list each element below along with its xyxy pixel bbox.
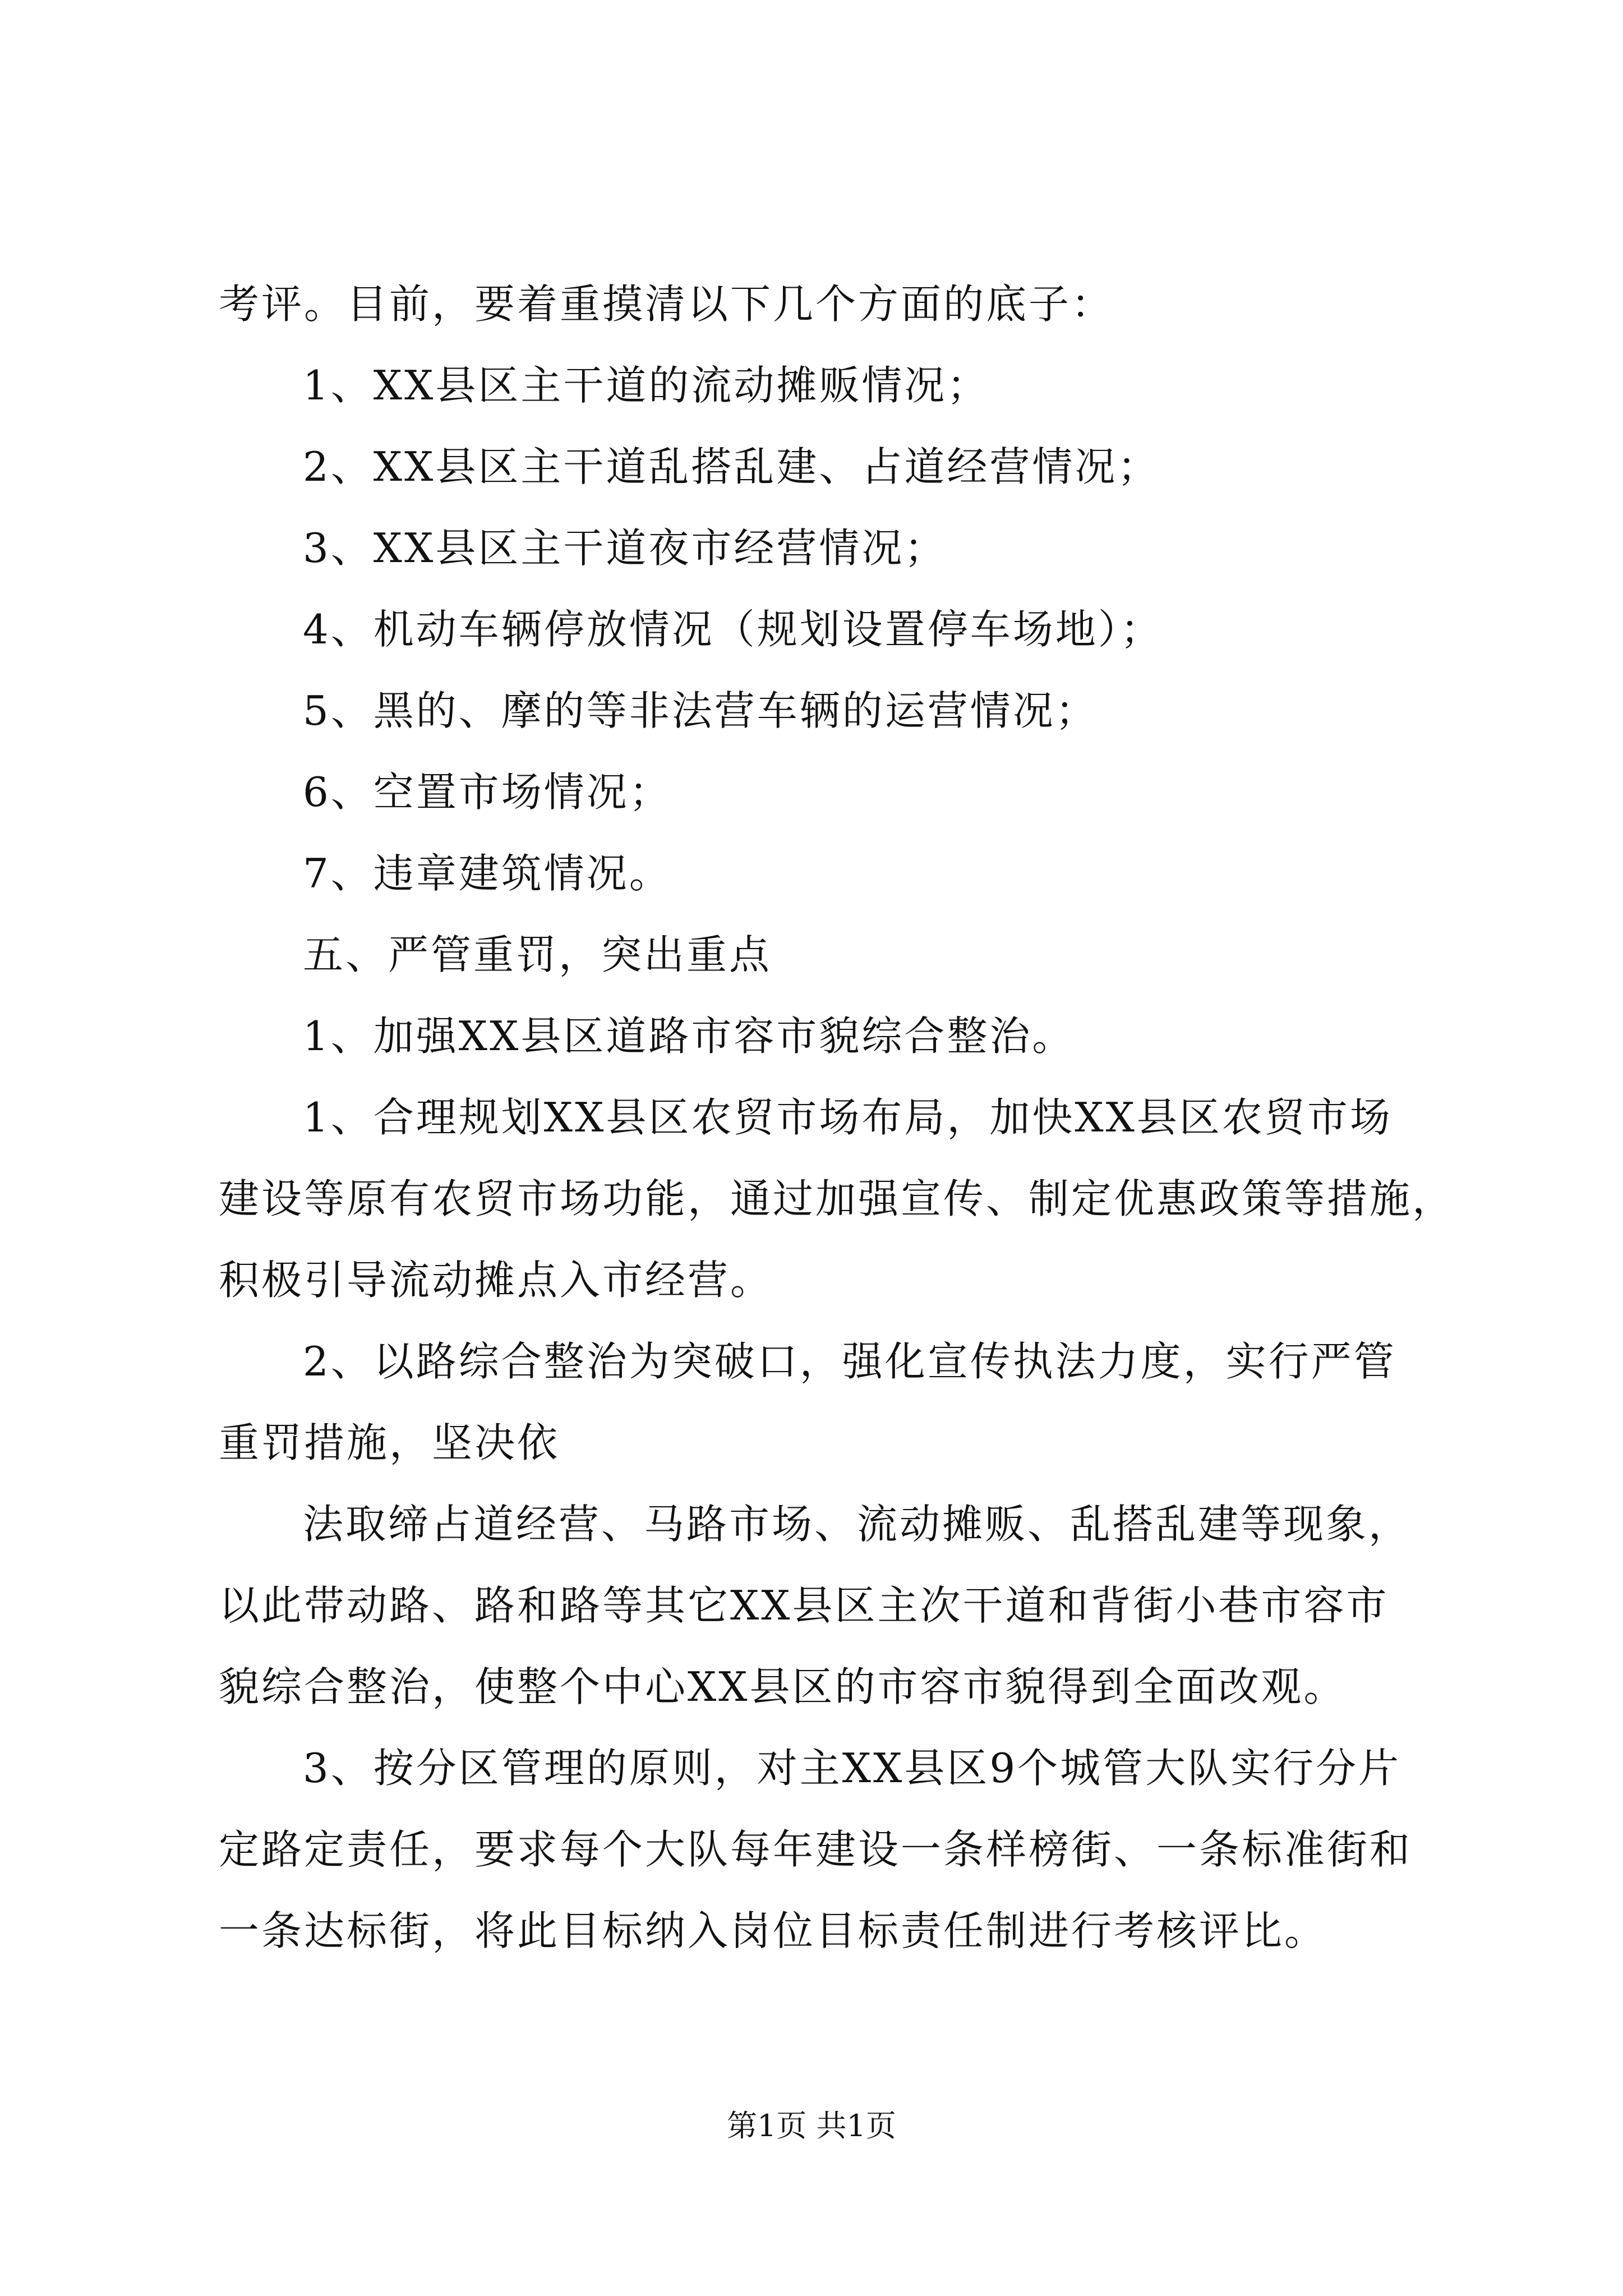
paragraph-line: 定路定责任，要求每个大队每年建设一条样榜街、一条标准街和 [219, 1826, 1413, 1873]
paragraph-line: 建设等原有农贸市场功能，通过加强宣传、制定优惠政策等措施， [219, 1175, 1455, 1222]
paragraph-line: 考评。目前，要着重摸清以下几个方面的底子： [219, 280, 1114, 328]
list-item: 4、机动车辆停放情况（规划设置停车场地）； [303, 606, 1163, 653]
paragraph-line: 3、按分区管理的原则，对主XX县区9个城管大队实行分片 [303, 1745, 1401, 1792]
paragraph-line: 积极引导流动摊点入市经营。 [219, 1257, 773, 1304]
list-item: 1、XX县区主干道的流动摊贩情况； [303, 362, 990, 409]
section-heading: 五、严管重罚，突出重点 [303, 931, 772, 978]
paragraph-line: 貌综合整治，使整个中心XX县区的市容市貌得到全面改观。 [219, 1663, 1347, 1710]
list-item: 2、XX县区主干道乱搭乱建、占道经营情况； [303, 443, 1160, 490]
list-item: 5、黑的、摩的等非法营车辆的运营情况； [303, 687, 1098, 734]
paragraph-line: 2、以路综合整治为突破口，强化宣传执法力度，实行严管 [303, 1338, 1396, 1385]
paragraph-line: 一条达标街，将此目标纳入岗位目标责任制进行考核评比。 [219, 1907, 1327, 1954]
list-item: 3、XX县区主干道夜市经营情况； [303, 524, 947, 572]
list-item: 7、违章建筑情况。 [303, 850, 672, 897]
paragraph-line: 1、合理规划XX县区农贸市场布局，加快XX县区农贸市场 [303, 1094, 1393, 1141]
list-item: 6、空置市场情况； [303, 769, 672, 816]
paragraph-line: 重罚措施，坚决依 [219, 1419, 560, 1466]
page-footer: 第1页 共1页 [727, 2108, 896, 2143]
document-body [219, 264, 1455, 1972]
paragraph-line: 以此带动路、路和路等其它XX县区主次干道和背街小巷市容市 [219, 1582, 1389, 1629]
paragraph-line: 法取缔占道经营、马路市场、流动摊贩、乱搭乱建等现象， [303, 1501, 1412, 1548]
subsection-heading: 1、加强XX县区道路市容市貌综合整治。 [303, 1013, 1075, 1060]
